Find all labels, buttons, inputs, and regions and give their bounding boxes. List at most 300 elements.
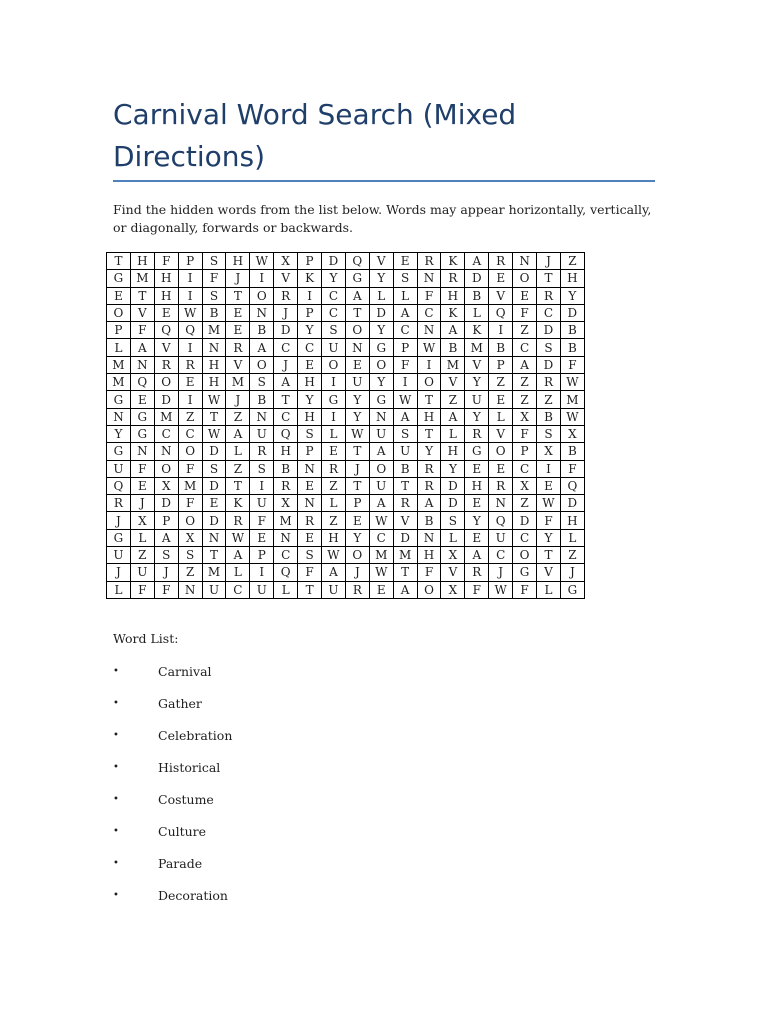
grid-row (107, 374, 585, 391)
grid-row (107, 529, 585, 546)
grid-cell: Y (369, 374, 393, 391)
grid-cell: L (322, 495, 346, 512)
grid-cell: S (202, 253, 226, 270)
grid-cell: L (393, 287, 417, 304)
grid-cell: B (489, 339, 513, 356)
grid-cell: H (298, 408, 322, 425)
grid-cell: Y (417, 443, 441, 460)
grid-cell: C (298, 339, 322, 356)
grid-cell: T (417, 425, 441, 442)
grid-cell: F (417, 564, 441, 581)
grid-cell: U (202, 581, 226, 598)
grid-cell: X (274, 253, 298, 270)
grid-cell: H (154, 270, 178, 287)
grid-cell: G (369, 391, 393, 408)
grid-cell: J (537, 253, 561, 270)
grid-cell: Q (178, 322, 202, 339)
grid-cell: V (441, 564, 465, 581)
grid-cell: M (560, 391, 584, 408)
grid-cell: D (465, 270, 489, 287)
grid-cell: F (513, 425, 537, 442)
grid-cell: J (345, 460, 369, 477)
grid-cell: T (537, 547, 561, 564)
grid-cell: A (369, 443, 393, 460)
grid-cell: J (345, 564, 369, 581)
grid-cell: O (154, 374, 178, 391)
grid-cell: Y (465, 374, 489, 391)
grid-cell: V (369, 253, 393, 270)
grid-cell: L (369, 287, 393, 304)
grid-cell: Y (560, 287, 584, 304)
grid-cell: Z (178, 408, 202, 425)
grid-cell: Y (345, 408, 369, 425)
grid-cell: A (441, 322, 465, 339)
grid-cell: B (250, 322, 274, 339)
grid-cell: P (393, 339, 417, 356)
grid-cell: V (130, 304, 154, 321)
grid-cell: X (178, 529, 202, 546)
grid-cell: E (226, 322, 250, 339)
grid-cell: T (345, 304, 369, 321)
grid-cell: Z (513, 322, 537, 339)
grid-cell: E (178, 374, 202, 391)
grid-cell: J (226, 391, 250, 408)
grid-row (107, 322, 585, 339)
grid-cell: R (107, 495, 131, 512)
grid-cell: F (298, 564, 322, 581)
grid-cell: K (441, 253, 465, 270)
grid-row (107, 443, 585, 460)
grid-cell: K (226, 495, 250, 512)
grid-cell: Z (513, 391, 537, 408)
grid-cell: M (107, 374, 131, 391)
grid-cell: E (393, 253, 417, 270)
grid-cell: D (560, 304, 584, 321)
grid-cell: E (202, 495, 226, 512)
grid-cell: M (274, 512, 298, 529)
grid-cell: P (107, 322, 131, 339)
grid-cell: R (537, 287, 561, 304)
grid-cell: H (130, 253, 154, 270)
word-list-word: Historical (158, 760, 221, 775)
grid-cell: Y (298, 391, 322, 408)
grid-cell: O (369, 460, 393, 477)
grid-cell: L (537, 581, 561, 598)
grid-cell: W (560, 374, 584, 391)
grid-cell: E (107, 287, 131, 304)
grid-cell: X (513, 477, 537, 494)
grid-cell: G (465, 443, 489, 460)
grid-cell: A (369, 495, 393, 512)
grid-cell: F (178, 495, 202, 512)
grid-cell: Z (441, 391, 465, 408)
grid-cell: U (107, 547, 131, 564)
grid-cell: D (560, 495, 584, 512)
grid-cell: R (178, 356, 202, 373)
grid-cell: T (345, 443, 369, 460)
grid-cell: H (560, 512, 584, 529)
grid-cell: O (178, 443, 202, 460)
grid-cell: O (417, 374, 441, 391)
grid-cell: S (441, 512, 465, 529)
grid-cell: J (274, 304, 298, 321)
grid-cell: I (178, 287, 202, 304)
grid-cell: X (154, 477, 178, 494)
grid-cell: D (154, 391, 178, 408)
grid-cell: I (417, 356, 441, 373)
grid-cell: L (226, 564, 250, 581)
grid-row (107, 356, 585, 373)
grid-cell: T (417, 391, 441, 408)
grid-cell: O (250, 287, 274, 304)
grid-cell: F (393, 356, 417, 373)
grid-cell: D (537, 356, 561, 373)
grid-cell: X (537, 443, 561, 460)
grid-cell: B (274, 460, 298, 477)
grid-cell: W (537, 495, 561, 512)
grid-cell: M (202, 322, 226, 339)
page-title: Carnival Word Search (Mixed Directions) (113, 98, 517, 173)
title-underline (113, 180, 655, 182)
grid-cell: H (298, 374, 322, 391)
grid-cell: F (465, 581, 489, 598)
grid-cell: Q (560, 477, 584, 494)
grid-row (107, 547, 585, 564)
grid-cell: U (107, 460, 131, 477)
grid-cell: T (107, 253, 131, 270)
grid-cell: E (537, 477, 561, 494)
grid-cell: F (537, 512, 561, 529)
grid-cell: A (393, 408, 417, 425)
grid-cell: M (154, 408, 178, 425)
grid-cell: N (130, 356, 154, 373)
grid-cell: A (130, 339, 154, 356)
grid-cell: B (202, 304, 226, 321)
grid-cell: B (537, 408, 561, 425)
grid-cell: A (465, 547, 489, 564)
grid-cell: V (489, 287, 513, 304)
grid-cell: E (298, 477, 322, 494)
grid-cell: I (250, 477, 274, 494)
grid-cell: U (322, 581, 346, 598)
grid-cell: D (322, 253, 346, 270)
grid-cell: C (226, 581, 250, 598)
grid-cell: X (274, 495, 298, 512)
grid-cell: Q (107, 477, 131, 494)
grid-row (107, 339, 585, 356)
grid-cell: N (298, 460, 322, 477)
grid-cell: T (537, 270, 561, 287)
grid-cell: S (298, 547, 322, 564)
grid-cell: U (345, 374, 369, 391)
grid-cell: V (441, 374, 465, 391)
grid-cell: T (202, 408, 226, 425)
grid-cell: J (489, 564, 513, 581)
grid-cell: Z (178, 564, 202, 581)
grid-cell: F (178, 460, 202, 477)
grid-cell: R (441, 270, 465, 287)
grid-cell: G (130, 425, 154, 442)
grid-cell: S (178, 547, 202, 564)
grid-cell: E (298, 529, 322, 546)
grid-cell: U (322, 339, 346, 356)
grid-cell: W (489, 581, 513, 598)
grid-cell: R (489, 253, 513, 270)
bullet-icon: • (113, 666, 119, 677)
grid-cell: C (537, 304, 561, 321)
grid-cell: Y (465, 512, 489, 529)
grid-cell: L (226, 443, 250, 460)
grid-row (107, 460, 585, 477)
grid-cell: R (226, 512, 250, 529)
grid-cell: N (250, 304, 274, 321)
grid-cell: M (441, 356, 465, 373)
grid-cell: P (513, 443, 537, 460)
grid-cell: G (107, 270, 131, 287)
grid-cell: F (154, 581, 178, 598)
grid-cell: W (250, 253, 274, 270)
grid-cell: N (489, 495, 513, 512)
grid-cell: B (441, 339, 465, 356)
grid-cell: Y (345, 391, 369, 408)
grid-cell: L (441, 425, 465, 442)
word-list-word: Culture (158, 824, 207, 839)
grid-cell: Q (130, 374, 154, 391)
grid-cell: C (489, 547, 513, 564)
grid-cell: U (250, 581, 274, 598)
grid-cell: Q (274, 425, 298, 442)
grid-cell: S (537, 425, 561, 442)
grid-cell: P (154, 512, 178, 529)
grid-cell: J (226, 270, 250, 287)
grid-cell: O (489, 443, 513, 460)
grid-cell: V (465, 356, 489, 373)
grid-cell: A (274, 374, 298, 391)
grid-cell: Q (345, 253, 369, 270)
grid-cell: H (202, 374, 226, 391)
grid-cell: O (154, 460, 178, 477)
grid-cell: N (298, 495, 322, 512)
grid-cell: P (489, 356, 513, 373)
grid-cell: G (130, 408, 154, 425)
grid-cell: F (130, 322, 154, 339)
grid-row (107, 425, 585, 442)
grid-cell: F (417, 287, 441, 304)
grid-cell: A (226, 547, 250, 564)
grid-cell: C (369, 529, 393, 546)
grid-cell: H (202, 356, 226, 373)
grid-cell: O (107, 304, 131, 321)
grid-cell: B (417, 512, 441, 529)
grid-cell: R (489, 477, 513, 494)
instructions-text: Find the hidden words from the list below. Words may appear horizontally, vertically, or diagonally, forwards or backwards. (113, 202, 652, 235)
grid-cell: I (489, 322, 513, 339)
grid-cell: V (154, 339, 178, 356)
grid-cell: H (417, 547, 441, 564)
grid-cell: D (393, 529, 417, 546)
grid-cell: Y (322, 270, 346, 287)
grid-cell: J (130, 495, 154, 512)
grid-cell: E (154, 304, 178, 321)
grid-cell: C (154, 425, 178, 442)
grid-cell: S (393, 270, 417, 287)
grid-cell: C (322, 304, 346, 321)
grid-cell: R (393, 495, 417, 512)
grid-cell: R (417, 253, 441, 270)
grid-cell: E (130, 477, 154, 494)
grid-cell: E (345, 512, 369, 529)
grid-cell: Z (513, 495, 537, 512)
grid-cell: M (130, 270, 154, 287)
grid-cell: Q (489, 512, 513, 529)
grid-cell: C (417, 304, 441, 321)
grid-cell: U (393, 443, 417, 460)
grid-row (107, 391, 585, 408)
grid-cell: X (513, 408, 537, 425)
bullet-icon: • (113, 826, 119, 837)
grid-cell: I (537, 460, 561, 477)
grid-cell: D (202, 512, 226, 529)
grid-cell: A (513, 356, 537, 373)
grid-cell: H (322, 529, 346, 546)
word-search-grid (106, 252, 585, 599)
grid-cell: G (513, 564, 537, 581)
grid-cell: L (465, 304, 489, 321)
grid-cell: D (369, 304, 393, 321)
grid-cell: R (345, 581, 369, 598)
grid-cell: Y (369, 322, 393, 339)
grid-cell: D (441, 477, 465, 494)
grid-cell: B (560, 443, 584, 460)
grid-cell: Y (107, 425, 131, 442)
grid-cell: T (393, 477, 417, 494)
grid-cell: N (154, 443, 178, 460)
word-list-word: Celebration (158, 728, 233, 743)
grid-cell: G (322, 391, 346, 408)
grid-row (107, 495, 585, 512)
grid-cell: T (345, 477, 369, 494)
grid-cell: R (322, 460, 346, 477)
grid-cell: G (107, 443, 131, 460)
grid-cell: Z (226, 460, 250, 477)
grid-cell: C (274, 547, 298, 564)
grid-row (107, 253, 585, 270)
grid-cell: P (345, 495, 369, 512)
grid-cell: F (250, 512, 274, 529)
grid-cell: F (513, 581, 537, 598)
grid-row (107, 512, 585, 529)
grid-cell: W (345, 425, 369, 442)
grid-cell: Y (345, 529, 369, 546)
grid-cell: N (417, 270, 441, 287)
grid-cell: E (513, 287, 537, 304)
grid-cell: D (154, 495, 178, 512)
grid-cell: H (226, 253, 250, 270)
grid-cell: N (417, 529, 441, 546)
grid-cell: X (130, 512, 154, 529)
grid-cell: H (274, 443, 298, 460)
grid-cell: C (513, 339, 537, 356)
grid-cell: Z (322, 512, 346, 529)
grid-cell: N (202, 339, 226, 356)
grid-cell: Y (441, 460, 465, 477)
grid-cell: T (298, 581, 322, 598)
grid-cell: E (489, 460, 513, 477)
grid-cell: S (202, 287, 226, 304)
grid-cell: Q (274, 564, 298, 581)
grid-cell: F (560, 460, 584, 477)
grid-cell: F (154, 253, 178, 270)
grid-cell: V (489, 425, 513, 442)
grid-cell: I (178, 391, 202, 408)
grid-row (107, 270, 585, 287)
grid-cell: U (250, 495, 274, 512)
grid-cell: N (417, 322, 441, 339)
grid-cell: M (226, 374, 250, 391)
grid-cell: N (202, 529, 226, 546)
grid-cell: C (274, 339, 298, 356)
grid-cell: T (274, 391, 298, 408)
grid-cell: E (489, 270, 513, 287)
grid-cell: U (250, 425, 274, 442)
grid-cell: F (130, 460, 154, 477)
grid-cell: E (465, 495, 489, 512)
grid-cell: W (178, 304, 202, 321)
grid-cell: R (298, 512, 322, 529)
grid-cell: H (441, 287, 465, 304)
grid-cell: O (250, 356, 274, 373)
grid-cell: F (513, 304, 537, 321)
grid-cell: J (560, 564, 584, 581)
grid-row (107, 564, 585, 581)
grid-cell: O (178, 512, 202, 529)
grid-cell: V (393, 512, 417, 529)
grid-cell: R (154, 356, 178, 373)
grid-cell: B (250, 391, 274, 408)
bullet-icon: • (113, 890, 119, 901)
grid-cell: Z (537, 391, 561, 408)
word-list-word: Costume (158, 792, 214, 807)
grid-cell: Y (298, 322, 322, 339)
grid-row (107, 477, 585, 494)
word-list-word: Parade (158, 856, 203, 871)
grid-cell: D (274, 322, 298, 339)
grid-cell: R (226, 339, 250, 356)
grid-cell: R (465, 425, 489, 442)
grid-cell: Z (560, 253, 584, 270)
grid-cell: U (369, 477, 393, 494)
grid-cell: S (250, 460, 274, 477)
grid-cell: N (274, 529, 298, 546)
grid-cell: F (560, 356, 584, 373)
grid-cell: A (322, 564, 346, 581)
grid-cell: V (226, 356, 250, 373)
grid-cell: C (322, 287, 346, 304)
grid-cell: R (537, 374, 561, 391)
grid-cell: M (465, 339, 489, 356)
grid-cell: E (250, 529, 274, 546)
grid-cell: L (130, 529, 154, 546)
grid-cell: N (345, 339, 369, 356)
grid-cell: L (107, 339, 131, 356)
grid-cell: B (465, 287, 489, 304)
grid-cell: R (417, 477, 441, 494)
grid-row (107, 581, 585, 598)
grid-cell: W (417, 339, 441, 356)
bullet-icon: • (113, 762, 119, 773)
grid-cell: C (513, 529, 537, 546)
word-list-heading: Word List: (113, 631, 179, 646)
